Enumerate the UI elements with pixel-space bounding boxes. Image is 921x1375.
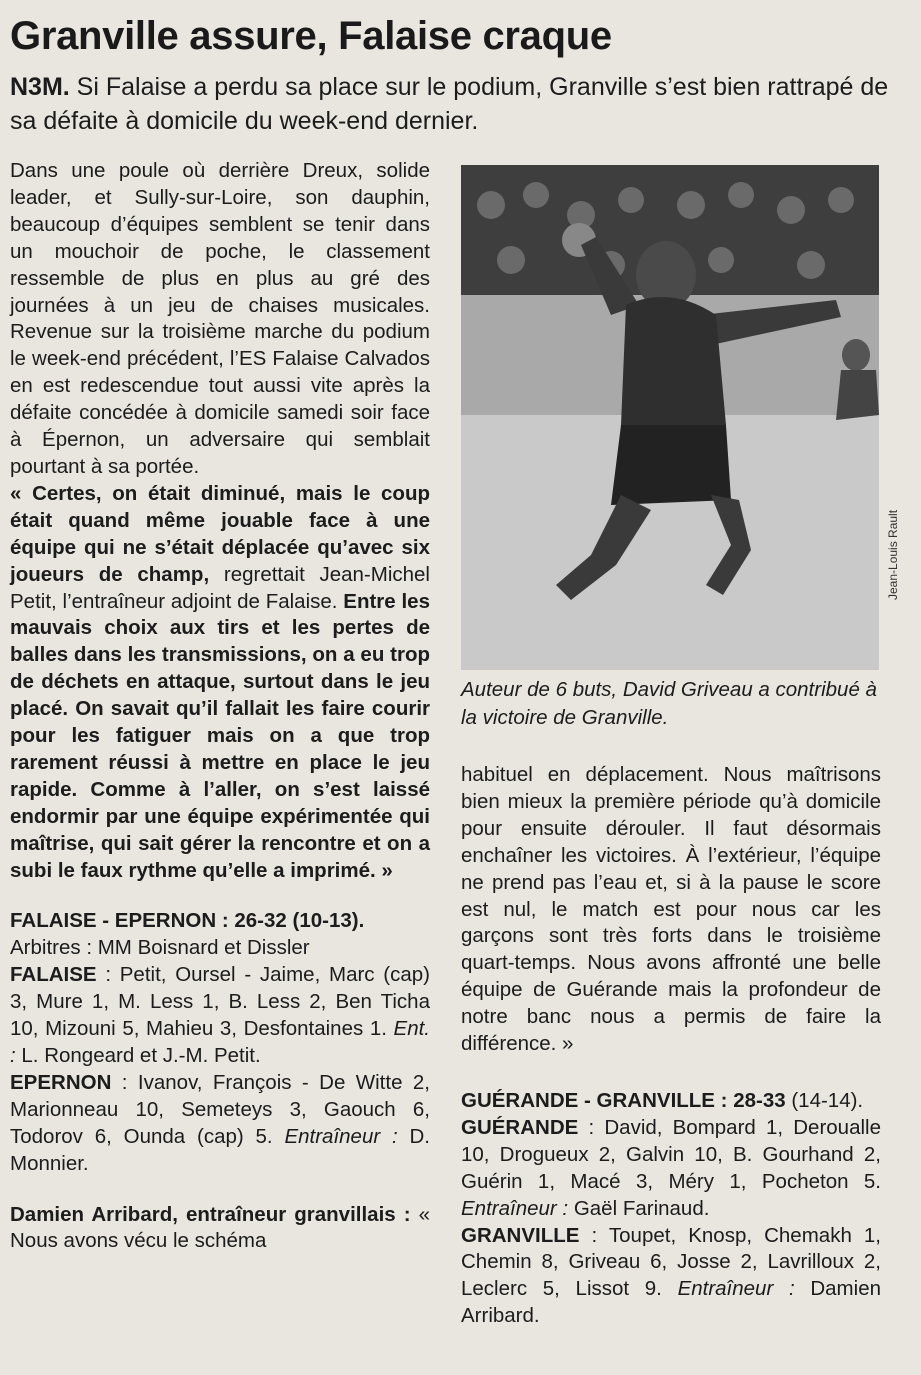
falaise-quote-attribution: regrettait Jean-Michel Petit, l’entraîneur adjoint de Falaise. bbox=[10, 562, 430, 613]
falaise-team-name: FALAISE bbox=[10, 963, 97, 987]
granville-quote-continuation: habituel en déplacement. Nous maîtrisons bien mieux la première période qu’à domicile pour ensuite dérouler. Il faut désormais enchaîner les victoires. À l’extérieur, l’équipe ne prend pas l’eau et, si à la pause le score est nul, le match est pour nous car les garçons sont très forts dans le troisième quart-temps. Nous avons affronté une belle équipe de Guérande mais la profondeur de notre banc nous a permis de faire la différence. » bbox=[461, 763, 881, 1056]
photo-illustration bbox=[461, 165, 879, 670]
headline: Granville assure, Falaise craque bbox=[10, 14, 612, 58]
falaise-referees: Arbitres : MM Boisnard et Dissler bbox=[10, 936, 310, 960]
falaise-players: : Petit, Oursel - Jaime, Marc (cap) 3, Mure 1, M. Less 1, B. Less 2, Ben Ticha 10, Mizouni 5, Mahieu 3, Desfontaines 1. bbox=[10, 963, 430, 1041]
right-column-quote bbox=[461, 762, 881, 1058]
granville-players: : Toupet, Knosp, Chemakh 1, Chemin 8, Griveau 6, Josse 2, Lavrilloux 2, Leclerc 5, Lissot 9. bbox=[461, 1223, 881, 1301]
photo-credit: Jean-Louis Rault bbox=[886, 509, 900, 600]
granville-coach: Damien Arribard. bbox=[461, 1277, 881, 1328]
standfirst-tag: N3M. bbox=[10, 73, 70, 101]
guerande-coach: Gaël Farinaud. bbox=[568, 1196, 710, 1220]
granville-coach-label: Entraîneur : bbox=[677, 1277, 795, 1301]
spacer bbox=[10, 884, 430, 908]
falaise-lineup bbox=[10, 962, 430, 1070]
granville-quote-text: « Nous avons vécu le schéma bbox=[10, 1202, 430, 1253]
epernon-lineup bbox=[10, 1070, 430, 1178]
epernon-coach: D. Monnier. bbox=[10, 1124, 430, 1175]
falaise-coach-label: Ent. : bbox=[10, 1017, 430, 1067]
falaise-quote-part1: « Certes, on était diminué, mais le coup était quand même jouable face à une équipe qui ne s’était déplacée qu’avec six joueurs de champ, bbox=[10, 481, 430, 586]
falaise-quote-paragraph bbox=[10, 481, 430, 885]
granville-quote-lead: Damien Arribard, entraîneur granvillais : bbox=[10, 1202, 411, 1226]
falaise-score-title: FALAISE - EPERNON : 26-32 (10-13). bbox=[10, 909, 365, 933]
epernon-players: : Ivanov, François - De Witte 2, Marionneau 10, Semeteys 3, Gaouch 6, Todorov 6, Ounda (cap) 5. bbox=[10, 1070, 430, 1148]
granville-score-line bbox=[461, 1088, 881, 1115]
right-column-results bbox=[461, 1088, 881, 1330]
epernon-coach-label: Entraîneur : bbox=[284, 1124, 398, 1148]
spacer bbox=[10, 1178, 430, 1202]
intro-paragraph: Dans une poule où derrière Dreux, solide leader, et Sully-sur-Loire, son dauphin, beaucoup d’équipes semblent se tenir dans un mouchoir de poche, le classement ressemble de plus en plus au gré des journées à un jeu de chaises musicales. Revenue sur la troisième marche du podium le week-end précédent, l’ES Falaise Calvados en est redescendue tout aussi vite après la défaite concédée à domicile samedi soir face à Épernon, un adversaire qui semblait pourtant à sa portée. bbox=[10, 159, 430, 478]
falaise-quote-part2: Entre les mauvais choix aux tirs et les pertes de balles dans les transmissions, on a eu trop de déchets en attaque, surtout dans le jeu placé. On savait qu’il fallait les faire courir pour les fatiguer mais on a que trop rarement réussi à mettre en place le jeu rapide. Comme à l’aller, on s’est laissé endormir par une équipe expérimentée qui maîtrise, qui sait gérer la rencontre et on a subi le faux rythme qu’elle a imprimé. » bbox=[10, 589, 430, 882]
granville-lineup bbox=[461, 1223, 881, 1331]
granville-score-title: GUÉRANDE - GRANVILLE : 28-33 bbox=[461, 1089, 786, 1112]
falaise-coach: L. Rongeard et J.-M. Petit. bbox=[15, 1044, 261, 1067]
granville-team-name: GRANVILLE bbox=[461, 1223, 580, 1247]
handball-player-photo bbox=[461, 165, 879, 670]
left-column bbox=[10, 158, 430, 1255]
standfirst bbox=[10, 70, 890, 138]
guerande-players: : David, Bompard 1, Deroualle 10, Drogueux 2, Galvin 10, B. Gourhand 2, Guérin 1, Macé 3, Méry 1, Pocheton 5. bbox=[461, 1115, 881, 1193]
photo-caption: Auteur de 6 buts, David Griveau a contribué à la victoire de Granville. bbox=[461, 678, 877, 729]
granville-quote-start bbox=[10, 1202, 430, 1256]
guerande-coach-label: Entraîneur : bbox=[461, 1196, 569, 1220]
guerande-team-name: GUÉRANDE bbox=[461, 1115, 579, 1139]
standfirst-text: Si Falaise a perdu sa place sur le podium, Granville s’est bien rattrapé de sa défaite à domicile du week-end dernier. bbox=[10, 73, 889, 135]
epernon-team-name: EPERNON bbox=[10, 1070, 112, 1094]
granville-score-half: (14-14). bbox=[785, 1089, 864, 1112]
guerande-lineup bbox=[461, 1115, 881, 1223]
